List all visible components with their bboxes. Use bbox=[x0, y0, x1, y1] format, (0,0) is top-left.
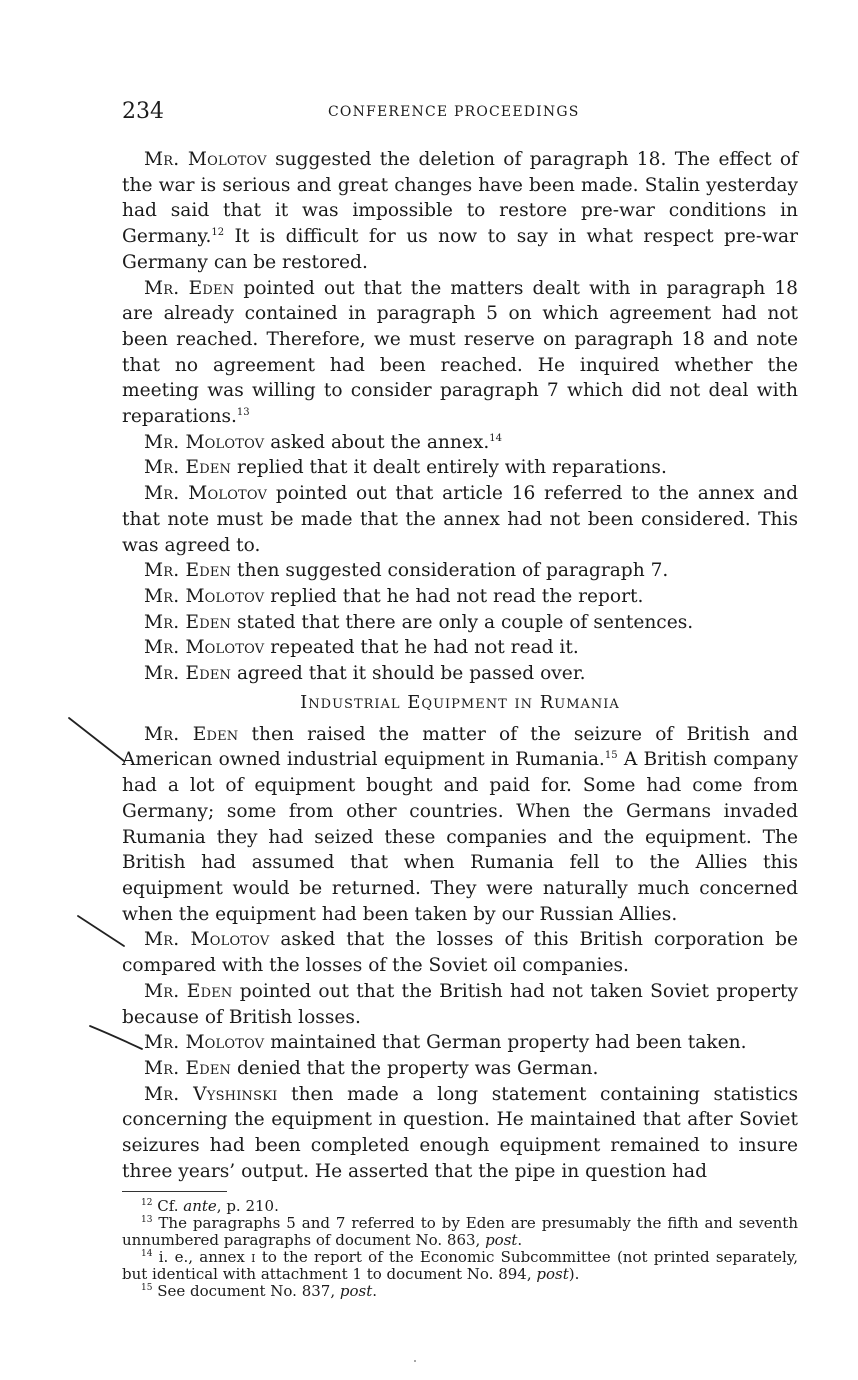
body-text bbox=[122, 147, 798, 1184]
scan-speck bbox=[414, 1360, 416, 1362]
paragraph-text: stated that there are only a couple of sentences. bbox=[231, 611, 694, 633]
footnote-number: 15 bbox=[141, 1283, 153, 1293]
paragraph bbox=[122, 1082, 798, 1185]
paragraph bbox=[122, 1056, 798, 1082]
paragraph-text: It is difficult for us now to say in what respect pre-war Germany can be restored. bbox=[122, 226, 798, 273]
footnotes bbox=[122, 1198, 798, 1300]
footnote-rule bbox=[122, 1191, 227, 1192]
footnote-text: , p. 210. bbox=[216, 1197, 279, 1215]
speaker-name: Mr. Eden bbox=[144, 663, 232, 685]
footnote-italic: post bbox=[339, 1282, 373, 1300]
handwritten-mark bbox=[78, 916, 124, 946]
speaker-name: Mr. Eden bbox=[144, 457, 232, 479]
paragraph bbox=[122, 635, 798, 661]
paragraph-text: pointed out that article 16 referred to the annex and that note must be made that the annex had not been considered. This was agreed to. bbox=[122, 483, 798, 556]
paragraph-text: then raised the matter of the seizure of British and American owned industrial equipment in Rumania. bbox=[122, 723, 799, 771]
speaker-name: Mr. Molotov bbox=[144, 585, 265, 607]
footnote-ref: 15 bbox=[604, 750, 618, 762]
running-head: CONFERENCE PROCEEDINGS bbox=[328, 104, 580, 120]
speaker-name: Mr. Vyshinski bbox=[144, 1083, 278, 1105]
speaker-name: Mr. Eden bbox=[144, 560, 232, 582]
paragraph-text: asked that the losses of this British corporation be compared with the losses of the Soviet oil companies. bbox=[122, 929, 798, 977]
paragraph bbox=[122, 430, 798, 456]
paragraph bbox=[122, 927, 798, 978]
speaker-name: Mr. Eden bbox=[144, 611, 232, 633]
footnote bbox=[122, 1215, 798, 1249]
page-header bbox=[122, 98, 798, 128]
paragraph-text: maintained that German property had been taken. bbox=[264, 1032, 747, 1054]
footnote-roman-numeral: i bbox=[251, 1248, 256, 1266]
footnote-text: . bbox=[372, 1282, 378, 1300]
paragraph-text: pointed out that the matters dealt with in paragraph 18 are already contained in paragraph 5 on which agreement had not been reached. Therefore, we must reserve on paragraph 18 and note that no agreement had been reached. He inquired whether the meeting was willing to consider paragraph 7 which did not deal with reparations. bbox=[122, 277, 798, 428]
paragraph-text: then made a long statement containing statistics concerning the equipment in question. He maintained that after Soviet seizures had been completed enough equipment remained to insure three years’ output. He asserted that the pipe in question had bbox=[122, 1083, 798, 1182]
paragraph-text: denied that the property was German. bbox=[231, 1057, 599, 1079]
paragraph-text: A British company had a lot of equipment bought and paid for. Some had come from Germany; some from other countries. When the Germans invaded Rumania they had seized these companies and the equipment. The British had assumed that when Rumania fell to the Allies this equipment would be returned. They were naturally much concerned when the equipment had been taken by our Russian Allies. bbox=[122, 749, 798, 925]
paragraph bbox=[122, 979, 798, 1030]
footnote-text: The paragraphs 5 and 7 referred to by Eden are presumably the fifth and seventh unnumbered paragraphs of document No. 863, bbox=[122, 1214, 798, 1249]
footnote-ref: 14 bbox=[489, 432, 503, 444]
footnote bbox=[122, 1198, 798, 1215]
footnote-number: 12 bbox=[141, 1198, 153, 1208]
paragraph bbox=[122, 584, 798, 610]
footnote bbox=[122, 1249, 798, 1283]
footnote-text: See document No. 837, bbox=[152, 1282, 340, 1300]
page-number: 234 bbox=[122, 99, 164, 124]
speaker-name: Mr. Molotov bbox=[144, 1032, 265, 1054]
paragraph-text: asked about the annex. bbox=[264, 431, 490, 453]
footnote-ref: 12 bbox=[211, 226, 225, 238]
speaker-name: Mr. Molotov bbox=[144, 431, 265, 453]
footnote-italic: post bbox=[536, 1265, 569, 1283]
paragraph-text: then suggested consideration of paragraph 7. bbox=[231, 560, 669, 582]
footnote-text: . bbox=[517, 1231, 523, 1249]
footnote-text: to the report of the Economic Subcommittee (not printed separately, but identical with attachment 1 to document No. 894, bbox=[122, 1248, 799, 1283]
speaker-name: Mr. Eden bbox=[144, 723, 239, 745]
paragraph-text: pointed out that the British had not taken Soviet property because of British losses. bbox=[122, 980, 799, 1028]
speaker-name: Mr. Molotov bbox=[144, 637, 265, 659]
paragraph-text: replied that it dealt entirely with reparations. bbox=[231, 457, 667, 479]
paragraph bbox=[122, 276, 798, 430]
paragraph bbox=[122, 147, 798, 276]
footnote-italic: ante bbox=[183, 1197, 217, 1215]
footnote-number: 14 bbox=[141, 1249, 153, 1259]
footnote-text: Cf. bbox=[152, 1197, 184, 1215]
speaker-name: Mr. Molotov bbox=[144, 929, 270, 951]
footnote-text: i. e., annex bbox=[152, 1248, 252, 1266]
paragraph bbox=[122, 558, 798, 584]
handwritten-mark bbox=[69, 718, 124, 761]
paragraph bbox=[122, 722, 798, 928]
speaker-name: Mr. Eden bbox=[144, 1057, 232, 1079]
footnote-ref: 13 bbox=[236, 406, 250, 418]
paragraph-text: agreed that it should be passed over. bbox=[231, 663, 586, 685]
footnote-italic: post bbox=[485, 1231, 518, 1249]
footnote-number: 13 bbox=[141, 1215, 153, 1225]
speaker-name: Mr. Molotov bbox=[144, 483, 268, 505]
speaker-name: Mr. Eden bbox=[144, 980, 233, 1002]
paragraph-text: repeated that he had not read it. bbox=[264, 637, 579, 659]
paragraph-text: replied that he had not read the report. bbox=[264, 585, 644, 607]
footnote bbox=[122, 1283, 798, 1300]
paragraph bbox=[122, 481, 798, 558]
footnote-text: ). bbox=[568, 1265, 580, 1283]
paragraph bbox=[122, 610, 798, 636]
paragraph-text: suggested the deletion of paragraph 18. The effect of the war is serious and great changes have been made. Stalin yesterday had said that it was impossible to restore pre-war conditions in Germany. bbox=[122, 149, 798, 248]
speaker-name: Mr. Eden bbox=[144, 277, 235, 299]
paragraph bbox=[122, 455, 798, 481]
paragraph bbox=[122, 661, 798, 687]
section-heading: Industrial Equipment in Rumania bbox=[300, 691, 620, 713]
paragraph bbox=[122, 1030, 798, 1056]
speaker-name: Mr. Molotov bbox=[144, 149, 267, 170]
